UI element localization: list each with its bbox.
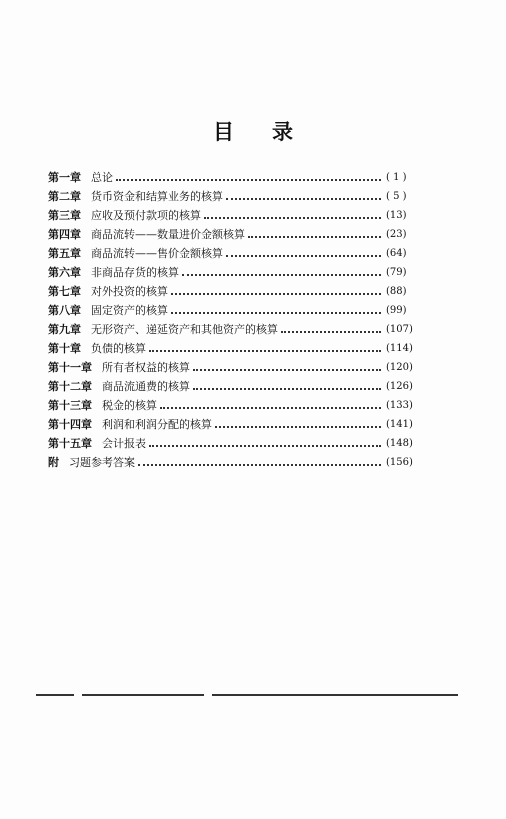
toc-chapter-title: 所有者权益的核算: [102, 361, 190, 374]
toc-chapter-title: 总论: [91, 171, 113, 184]
toc-chapter-title: 习题参考答案: [69, 456, 135, 469]
toc-chapter-number: 第四章: [48, 228, 81, 241]
toc-dot-leader: [149, 444, 381, 447]
toc-dot-leader: [149, 349, 381, 352]
toc-dot-leader: [193, 368, 381, 371]
toc-page-number: (23): [386, 229, 407, 240]
page-title: [0, 116, 506, 146]
toc-dot-leader: [226, 254, 381, 257]
toc-dot-leader: [116, 178, 381, 181]
toc-chapter-number: 第八章: [48, 304, 81, 317]
toc-dot-leader: [171, 292, 381, 295]
toc-dot-leader: [248, 235, 381, 238]
toc-chapter-title: 商品流通费的核算: [102, 380, 190, 393]
toc-page-number: (120): [386, 362, 413, 373]
title-char-1: 目: [213, 120, 234, 144]
bottom-rule-left: [36, 694, 74, 696]
toc-chapter-title: 货币资金和结算业务的核算: [91, 190, 223, 203]
toc-page-number: (156): [386, 457, 413, 468]
toc-entry: [48, 434, 416, 453]
toc-entry: [48, 187, 416, 206]
toc-entry: [48, 244, 416, 263]
toc-chapter-title: 固定资产的核算: [91, 304, 168, 317]
toc-page-number: (64): [386, 248, 407, 259]
toc-dot-leader: [182, 273, 381, 276]
table-of-contents: [48, 168, 416, 472]
toc-entry: [48, 206, 416, 225]
toc-entry: [48, 396, 416, 415]
toc-page-number: (148): [386, 438, 413, 449]
toc-entry: [48, 263, 416, 282]
toc-entry: [48, 282, 416, 301]
toc-dot-leader: [215, 425, 381, 428]
toc-chapter-title: 应收及预付款项的核算: [91, 209, 201, 222]
toc-dot-leader: [226, 197, 381, 200]
toc-dot-leader: [171, 311, 381, 314]
toc-chapter-number: 第七章: [48, 285, 81, 298]
toc-dot-leader: [204, 216, 381, 219]
toc-chapter-number: 第五章: [48, 247, 81, 260]
toc-chapter-title: 商品流转——数量进价金额核算: [91, 228, 245, 241]
toc-dot-leader: [138, 463, 381, 466]
toc-entry: [48, 358, 416, 377]
toc-chapter-number: 第十二章: [48, 380, 92, 393]
toc-chapter-number: 第十章: [48, 342, 81, 355]
toc-page-number: (114): [386, 343, 413, 354]
toc-chapter-number: 第三章: [48, 209, 81, 222]
toc-chapter-title: 非商品存货的核算: [91, 266, 179, 279]
toc-page-number: ( 1 ): [386, 172, 407, 183]
toc-page-number: (141): [386, 419, 413, 430]
toc-page-number: (79): [386, 267, 407, 278]
toc-chapter-title: 利润和利润分配的核算: [102, 418, 212, 431]
toc-chapter-title: 无形资产、递延资产和其他资产的核算: [91, 323, 278, 336]
toc-page-number: (107): [386, 324, 413, 335]
toc-chapter-number: 第十五章: [48, 437, 92, 450]
toc-dot-leader: [193, 387, 381, 390]
toc-entry: [48, 320, 416, 339]
bottom-rule-right: [212, 694, 458, 696]
toc-page-number: (99): [386, 305, 407, 316]
toc-page-number: (13): [386, 210, 407, 221]
toc-chapter-number: 第二章: [48, 190, 81, 203]
toc-chapter-number: 附: [48, 456, 59, 469]
toc-entry: [48, 453, 416, 472]
toc-entry: [48, 168, 416, 187]
toc-chapter-title: 负债的核算: [91, 342, 146, 355]
toc-chapter-number: 第一章: [48, 171, 81, 184]
toc-chapter-number: 第六章: [48, 266, 81, 279]
toc-dot-leader: [281, 330, 381, 333]
toc-chapter-number: 第九章: [48, 323, 81, 336]
toc-dot-leader: [160, 406, 381, 409]
toc-page-number: (133): [386, 400, 413, 411]
toc-page-number: (88): [386, 286, 407, 297]
bottom-rule-middle: [82, 694, 204, 696]
toc-entry: [48, 301, 416, 320]
toc-entry: [48, 339, 416, 358]
toc-chapter-title: 会计报表: [102, 437, 146, 450]
toc-entry: [48, 415, 416, 434]
toc-entry: [48, 225, 416, 244]
toc-chapter-title: 商品流转——售价金额核算: [91, 247, 223, 260]
toc-chapter-title: 对外投资的核算: [91, 285, 168, 298]
toc-chapter-number: 第十三章: [48, 399, 92, 412]
toc-page-number: (126): [386, 381, 413, 392]
toc-chapter-number: 第十四章: [48, 418, 92, 431]
toc-chapter-title: 税金的核算: [102, 399, 157, 412]
toc-page-number: ( 5 ): [386, 191, 407, 202]
toc-entry: [48, 377, 416, 396]
title-char-2: 录: [272, 120, 293, 144]
toc-chapter-number: 第十一章: [48, 361, 92, 374]
